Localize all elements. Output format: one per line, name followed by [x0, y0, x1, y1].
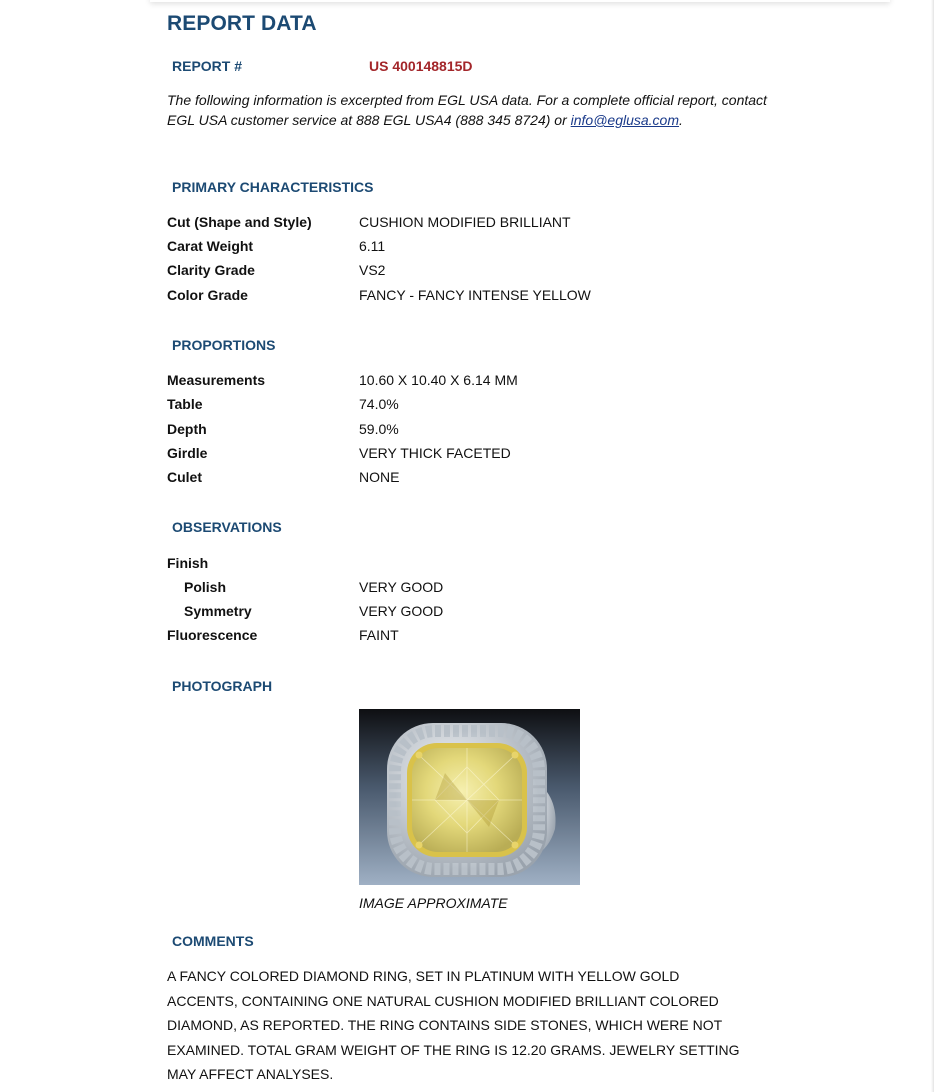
- girdle-value: VERY THICK FACETED: [359, 445, 511, 461]
- depth-label: Depth: [167, 421, 207, 437]
- report-number-label: REPORT #: [172, 58, 243, 74]
- intro-text-end: .: [679, 112, 683, 128]
- measurements-label: Measurements: [167, 372, 266, 388]
- finish-label: Finish: [167, 555, 209, 571]
- girdle-label: Girdle: [167, 445, 208, 461]
- report-number-value: US 400148815D: [369, 58, 473, 74]
- email-link[interactable]: info@eglusa.com: [570, 112, 680, 128]
- intro-paragraph: [167, 90, 767, 130]
- fluorescence-value: FAINT: [359, 627, 399, 643]
- color-grade-value: FANCY - FANCY INTENSE YELLOW: [359, 287, 591, 303]
- carat-weight-value: 6.11: [359, 238, 386, 254]
- symmetry-label: Symmetry: [184, 603, 252, 619]
- photo-caption: IMAGE APPROXIMATE: [359, 895, 508, 911]
- culet-label: Culet: [167, 469, 202, 485]
- depth-value: 59.0%: [359, 421, 399, 437]
- polish-value: VERY GOOD: [359, 579, 444, 595]
- color-grade-label: Color Grade: [167, 287, 248, 303]
- photograph-heading: PHOTOGRAPH: [172, 678, 273, 694]
- proportions-heading: PROPORTIONS: [172, 337, 276, 353]
- primary-characteristics-heading: PRIMARY CHARACTERISTICS: [172, 179, 374, 195]
- clarity-grade-label: Clarity Grade: [167, 262, 255, 278]
- clarity-grade-value: VS2: [359, 262, 386, 278]
- symmetry-value: VERY GOOD: [359, 603, 444, 619]
- intro-text: The following information is excerpted from EGL USA data. For a complete official report, contact EGL USA customer service at 888 EGL USA4 (888 345 8724) or: [167, 92, 767, 128]
- polish-label: Polish: [184, 579, 227, 595]
- observations-heading: OBSERVATIONS: [172, 519, 282, 535]
- fluorescence-label: Fluorescence: [167, 627, 258, 643]
- measurements-value: 10.60 X 10.40 X 6.14 MM: [359, 372, 518, 388]
- comments-text: A FANCY COLORED DIAMOND RING, SET IN PLATINUM WITH YELLOW GOLD ACCENTS, CONTAINING ONE NATURAL CUSHION MODIFIED BRILLIANT COLORED DIAMOND, AS REPORTED. THE RING CONTAINS SIDE STONES, WHICH WERE NOT EXAMINED. TOTAL GRAM WEIGHT OF THE RING IS 12.20 GRAMS. JEWELRY SETTING MAY AFFECT ANALYSES.: [167, 968, 740, 1082]
- page-title: REPORT DATA: [167, 12, 317, 35]
- culet-value: NONE: [359, 469, 400, 485]
- table-label: Table: [167, 396, 203, 412]
- table-value: 74.0%: [359, 396, 399, 412]
- cut-value: CUSHION MODIFIED BRILLIANT: [359, 214, 571, 230]
- comments-heading: COMMENTS: [172, 933, 254, 949]
- carat-weight-label: Carat Weight: [167, 238, 254, 254]
- page-top-shadow: [150, 0, 890, 2]
- cut-label: Cut (Shape and Style): [167, 214, 312, 230]
- diamond-ring-photo: [359, 709, 580, 885]
